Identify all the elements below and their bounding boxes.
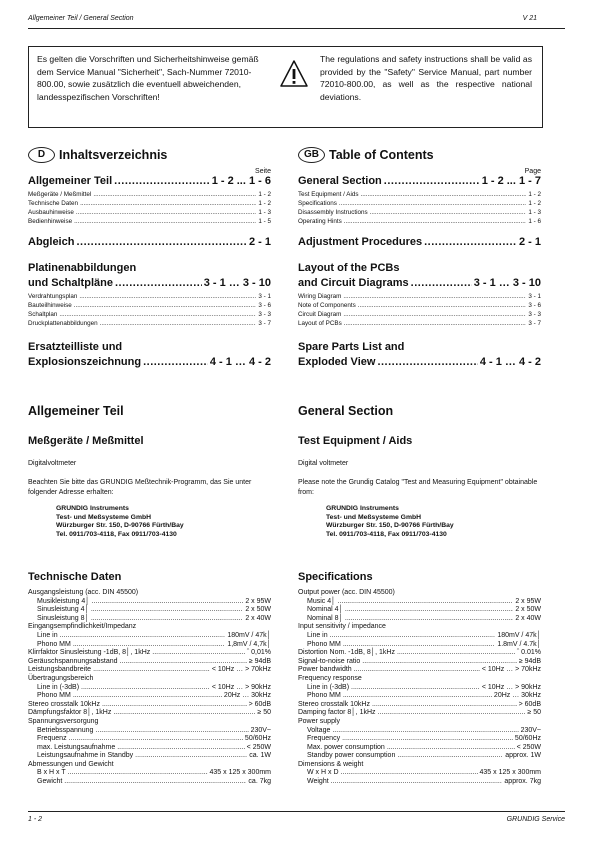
- spec-value: ≥ 94dB: [518, 657, 541, 665]
- spec-category: Output power (acc. DIN 45500): [298, 589, 395, 596]
- spec-label: Phono MM: [37, 692, 71, 700]
- spec-row: [298, 684, 541, 693]
- spec-row: [28, 752, 271, 761]
- spec-value: 2 x 95W: [515, 597, 541, 605]
- spec-value: approx. 1W: [505, 752, 541, 760]
- spec-row: [28, 615, 271, 624]
- toc-entry[interactable]: und Schaltpläne ..... 3 - 1 … 3 - 10: [28, 277, 271, 293]
- spec-label: B x H x T: [37, 769, 66, 777]
- spec-row: [28, 598, 271, 607]
- header-left: Allgemeiner Teil / General Section: [28, 15, 134, 22]
- spec-label: Max. power consumption: [307, 743, 385, 751]
- toc-subentry[interactable]: Schaltplan ..... 3 - 3: [28, 311, 271, 320]
- safety-warning-box: [28, 46, 543, 128]
- section-title-de: Allgemeiner Teil: [28, 404, 124, 418]
- spec-row: [28, 658, 271, 667]
- toc-entry[interactable]: Exploded View ..... 4 - 1 … 4 - 2: [298, 356, 541, 372]
- spec-value: < 10Hz … > 70kHz: [481, 666, 541, 674]
- spec-label: Dämpfungsfaktor 8│, 1kHz: [28, 709, 112, 717]
- test-equipment-title-de: Meßgeräte / Meßmittel: [28, 435, 144, 447]
- test-equipment-text-en-1: Digital voltmeter: [298, 460, 349, 467]
- spec-value: 2 x 50W: [245, 606, 271, 614]
- spec-row: [298, 752, 541, 761]
- toc-entry[interactable]: Explosionszeichnung ..... 4 - 1 … 4 - 2: [28, 356, 271, 372]
- toc-subentry[interactable]: Ausbauhinweise ..... 1 - 3: [28, 209, 271, 218]
- spec-label: max. Leistungsaufnahme: [37, 743, 116, 751]
- toc-subentry[interactable]: Technische Daten ..... 1 - 2: [28, 200, 271, 209]
- spec-label: Frequency: [307, 735, 341, 743]
- spec-label: Line in: [307, 631, 328, 639]
- spec-row: [298, 598, 541, 607]
- spec-value: 2 x 50W: [515, 606, 541, 614]
- spec-value: 20Hz … 30kHz: [493, 692, 541, 700]
- toc-subentry[interactable]: Meßgeräte / Meßmittel ..... 1 - 2: [28, 191, 271, 200]
- spec-row: [298, 641, 541, 650]
- spec-value: ≥ 50: [257, 709, 271, 717]
- spec-category: Dimensions & weight: [298, 760, 364, 768]
- spec-label: Distortion Nom. -1dB, 8│, 1kHz: [298, 649, 395, 657]
- page-column-label: Seite: [255, 168, 271, 175]
- spec-value: 435 x 125 x 300mm: [209, 769, 271, 777]
- spec-value: approx. 7kg: [504, 778, 541, 786]
- spec-value: ≥ 94dB: [248, 657, 271, 665]
- spec-row: [28, 649, 271, 658]
- spec-row: [298, 615, 541, 624]
- spec-value: 2 x 40W: [515, 614, 541, 622]
- spec-row: [28, 744, 271, 753]
- spec-row: [298, 658, 541, 667]
- spec-label: Musikleistung 4│: [37, 597, 90, 605]
- toc-german: [28, 145, 271, 372]
- toc-subentry[interactable]: Verdrahtungsplan ..... 3 - 1: [28, 293, 271, 302]
- toc-subentry[interactable]: Layout of PCBs ..... 3 - 7: [298, 320, 541, 329]
- spec-category: Input sensitivity / impedance: [298, 623, 386, 631]
- spec-label: Sinusleistung 4│: [37, 606, 89, 614]
- toc-title-en: [298, 145, 541, 165]
- toc-subentry[interactable]: Test Equipment / Aids ..... 1 - 2: [298, 191, 541, 200]
- spec-value: 180mV / 47k│: [497, 631, 541, 639]
- spec-value: > 60dB: [518, 700, 541, 708]
- spec-row: [28, 769, 271, 778]
- spec-row: [28, 641, 271, 650]
- spec-label: Phono MM: [307, 692, 341, 700]
- spec-label: Phono MM: [307, 640, 341, 648]
- page-number: 1 - 2: [28, 816, 43, 823]
- specifications-title-en: Specifications: [298, 571, 373, 583]
- test-equipment-text-de-1: Digitalvoltmeter: [28, 460, 77, 467]
- spec-label: W x H x D: [307, 769, 339, 777]
- spec-label: Line in (-3dB): [307, 683, 350, 691]
- spec-label: Leistungsaufnahme in Standby: [37, 752, 134, 760]
- toc-subentry[interactable]: Disassembly Instructions ..... 1 - 3: [298, 209, 541, 218]
- toc-entry-heading: Platinenabbildungen: [28, 262, 137, 274]
- toc-subentry[interactable]: Specifications ..... 1 - 2: [298, 200, 541, 209]
- toc-english: [298, 145, 541, 372]
- toc-entry[interactable]: General Section ..... 1 - 2 ... 1 - 7: [298, 175, 541, 191]
- spec-label: Stereo crosstalk 10kHz: [28, 700, 100, 708]
- footer-brand: GRUNDIG Service: [506, 816, 565, 823]
- spec-row: [298, 632, 541, 641]
- spec-value: ≥ 50: [527, 709, 541, 717]
- spec-label: Damping factor 8│, 1kHz: [298, 709, 376, 717]
- spec-label: Line in (-3dB): [37, 683, 80, 691]
- spec-row: [28, 727, 271, 736]
- spec-label: Gewicht: [37, 778, 63, 786]
- spec-category: Übertragungsbereich: [28, 674, 94, 682]
- spec-value: ca. 1W: [249, 752, 271, 760]
- language-badge: D: [28, 147, 55, 163]
- warning-text-en: The regulations and safety instructions shall be valid as provided by the "Safety" Service Manual, part number 72010-800.00, as well as the respective national deviations.: [320, 54, 532, 102]
- spec-row: [298, 649, 541, 658]
- spec-row: [28, 709, 271, 718]
- toc-subentry[interactable]: Druckplattenabbildungen ..... 3 - 7: [28, 320, 271, 329]
- spec-category: Power supply: [298, 717, 341, 725]
- section-title-en: General Section: [298, 404, 394, 418]
- toc-entry-heading: Ersatzteilliste und: [28, 341, 123, 353]
- spec-value: < 250W: [246, 743, 271, 751]
- spec-value: 180mV / 47k│: [227, 631, 271, 639]
- spec-value: < 10Hz … > 90kHz: [481, 683, 541, 691]
- header-right: V 21: [522, 15, 537, 22]
- spec-row: [28, 684, 271, 693]
- page-header: [28, 15, 567, 27]
- toc-entry[interactable]: and Circuit Diagrams ..... 3 - 1 … 3 - 10: [298, 277, 541, 293]
- spec-label: Betriebsspannung: [37, 726, 94, 734]
- toc-subentry[interactable]: Circuit Diagram ..... 3 - 3: [298, 311, 541, 320]
- spec-value: 50/60Hz: [244, 735, 271, 743]
- footer-divider: [28, 811, 565, 812]
- toc-entry-heading: Spare Parts List and: [298, 341, 405, 353]
- test-equipment-text-en-2: Please note the Grundig Catalog "Test and Measuring Equipment" obtainable from:: [298, 479, 538, 496]
- spec-value: < 250W: [516, 743, 541, 751]
- spec-value: 230V~: [250, 726, 271, 734]
- spec-row: [28, 778, 271, 787]
- toc-heading: Inhaltsverzeichnis: [59, 148, 168, 162]
- spec-value: 230V~: [520, 726, 541, 734]
- spec-label: Power bandwidth: [298, 666, 352, 674]
- spec-value: 20Hz … 30kHz: [223, 692, 271, 700]
- spec-row: [298, 744, 541, 753]
- spec-value: 2 x 95W: [245, 597, 271, 605]
- spec-row: [298, 735, 541, 744]
- spec-category: Spannungsversorgung: [28, 717, 99, 725]
- spec-value: < 10Hz … > 70kHz: [211, 666, 271, 674]
- supplier-address-de: GRUNDIG Instruments Test- und Meßsysteme GmbH Würzburger Str. 150, D-90766 Fürth/Bay Tel. 0911/703-4118, Fax 0911/703-4130: [56, 505, 184, 538]
- spec-label: Phono MM: [37, 640, 71, 648]
- spec-row: [28, 692, 271, 701]
- spec-label: Line in: [37, 631, 58, 639]
- page-column-label: Page: [524, 168, 541, 175]
- toc-subentry[interactable]: Operating Hints ..... 1 - 6: [298, 218, 541, 227]
- spec-row: [298, 727, 541, 736]
- toc-subentry[interactable]: Bauteilhinweise ..... 3 - 6: [28, 302, 271, 311]
- spec-value: 435 x 125 x 300mm: [479, 769, 541, 777]
- spec-label: Stereo crosstalk 10kHz: [298, 700, 370, 708]
- specifications-list-de: [28, 589, 271, 787]
- toc-title-de: [28, 145, 271, 165]
- spec-value: ˆ 0,01%: [246, 649, 271, 657]
- test-equipment-title-en: Test Equipment / Aids: [298, 435, 413, 447]
- specifications-title-de: Technische Daten: [28, 571, 122, 583]
- spec-label: Voltage: [307, 726, 331, 734]
- header-divider: [28, 28, 565, 29]
- test-equipment-text-de-2: Beachten Sie bitte das GRUNDIG Meßtechnik-Programm, das Sie unter folgender Adresse erhalten:: [28, 479, 252, 496]
- spec-value: 50/60Hz: [514, 735, 541, 743]
- spec-row: [28, 735, 271, 744]
- spec-value: < 10Hz … > 90kHz: [211, 683, 271, 691]
- toc-entry[interactable]: Allgemeiner Teil ..... 1 - 2 ... 1 - 6: [28, 175, 271, 191]
- warning-text-de: Es gelten die Vorschriften und Sicherheitshinweise gemäß dem Service Manual "Sicherheit", Sach-Nummer 72010-800.00, sowie zusätzlich die eventuell abweichenden, landesspezifischen Vorschriften!: [37, 54, 259, 102]
- spec-category: Frequency response: [298, 674, 362, 682]
- language-badge: GB: [298, 147, 325, 163]
- toc-subentry[interactable]: Wiring Diagram ..... 3 - 1: [298, 293, 541, 302]
- spec-value: 1.8mV / 4.7k│: [497, 640, 541, 648]
- spec-row: [298, 606, 541, 615]
- toc-subentry[interactable]: Note of Components ..... 3 - 6: [298, 302, 541, 311]
- spec-label: Nominal 4│: [307, 606, 343, 614]
- spec-value: 1,8mV / 4,7k│: [227, 640, 271, 648]
- toc-entry[interactable]: Abgleich ..... 2 - 1: [28, 236, 271, 252]
- spec-label: Nominal 8│: [307, 614, 343, 622]
- spec-label: Klirrfaktor Sinusleistung -1dB, 8│, 1kHz: [28, 649, 151, 657]
- spec-row: [298, 769, 541, 778]
- specifications-list-en: [298, 589, 541, 787]
- spec-row: [28, 606, 271, 615]
- supplier-address-en: GRUNDIG Instruments Test- und Meßsysteme GmbH Würzburger Str. 150, D-90766 Fürth/Bay Tel. 0911/703-4118, Fax 0911/703-4130: [326, 505, 454, 538]
- spec-row: [28, 632, 271, 641]
- spec-category: Ausgangsleistung (acc. DIN 45500): [28, 589, 139, 596]
- spec-category: Abmessungen und Gewicht: [28, 760, 114, 768]
- warning-triangle-icon: [279, 59, 309, 89]
- spec-label: Music 4│: [307, 597, 336, 605]
- toc-heading: Table of Contents: [329, 148, 434, 162]
- spec-category: Eingangsempfindlichkeit/Impedanz: [28, 623, 137, 631]
- spec-value: ca. 7kg: [248, 778, 271, 786]
- page-footer: [28, 816, 565, 823]
- spec-label: Geräuschspannungsabstand: [28, 657, 118, 665]
- spec-row: [298, 709, 541, 718]
- spec-value: ˆ 0.01%: [516, 649, 541, 657]
- spec-label: Standby power consumption: [307, 752, 396, 760]
- toc-entry-heading: Layout of the PCBs: [298, 262, 400, 274]
- spec-value: > 60dB: [248, 700, 271, 708]
- toc-entry[interactable]: Adjustment Procedures ..... 2 - 1: [298, 236, 541, 252]
- spec-label: Weight: [307, 778, 329, 786]
- spec-row: [28, 666, 271, 675]
- spec-label: Signal-to-noise ratio: [298, 657, 361, 665]
- spec-row: [298, 692, 541, 701]
- spec-label: Leistungsbandbreite: [28, 666, 92, 674]
- toc-subentry[interactable]: Bedienhinweise ..... 1 - 5: [28, 218, 271, 227]
- spec-row: [298, 666, 541, 675]
- spec-row: [298, 778, 541, 787]
- spec-label: Frequenz: [37, 735, 67, 743]
- spec-label: Sinusleistung 8│: [37, 614, 89, 622]
- spec-value: 2 x 40W: [245, 614, 271, 622]
